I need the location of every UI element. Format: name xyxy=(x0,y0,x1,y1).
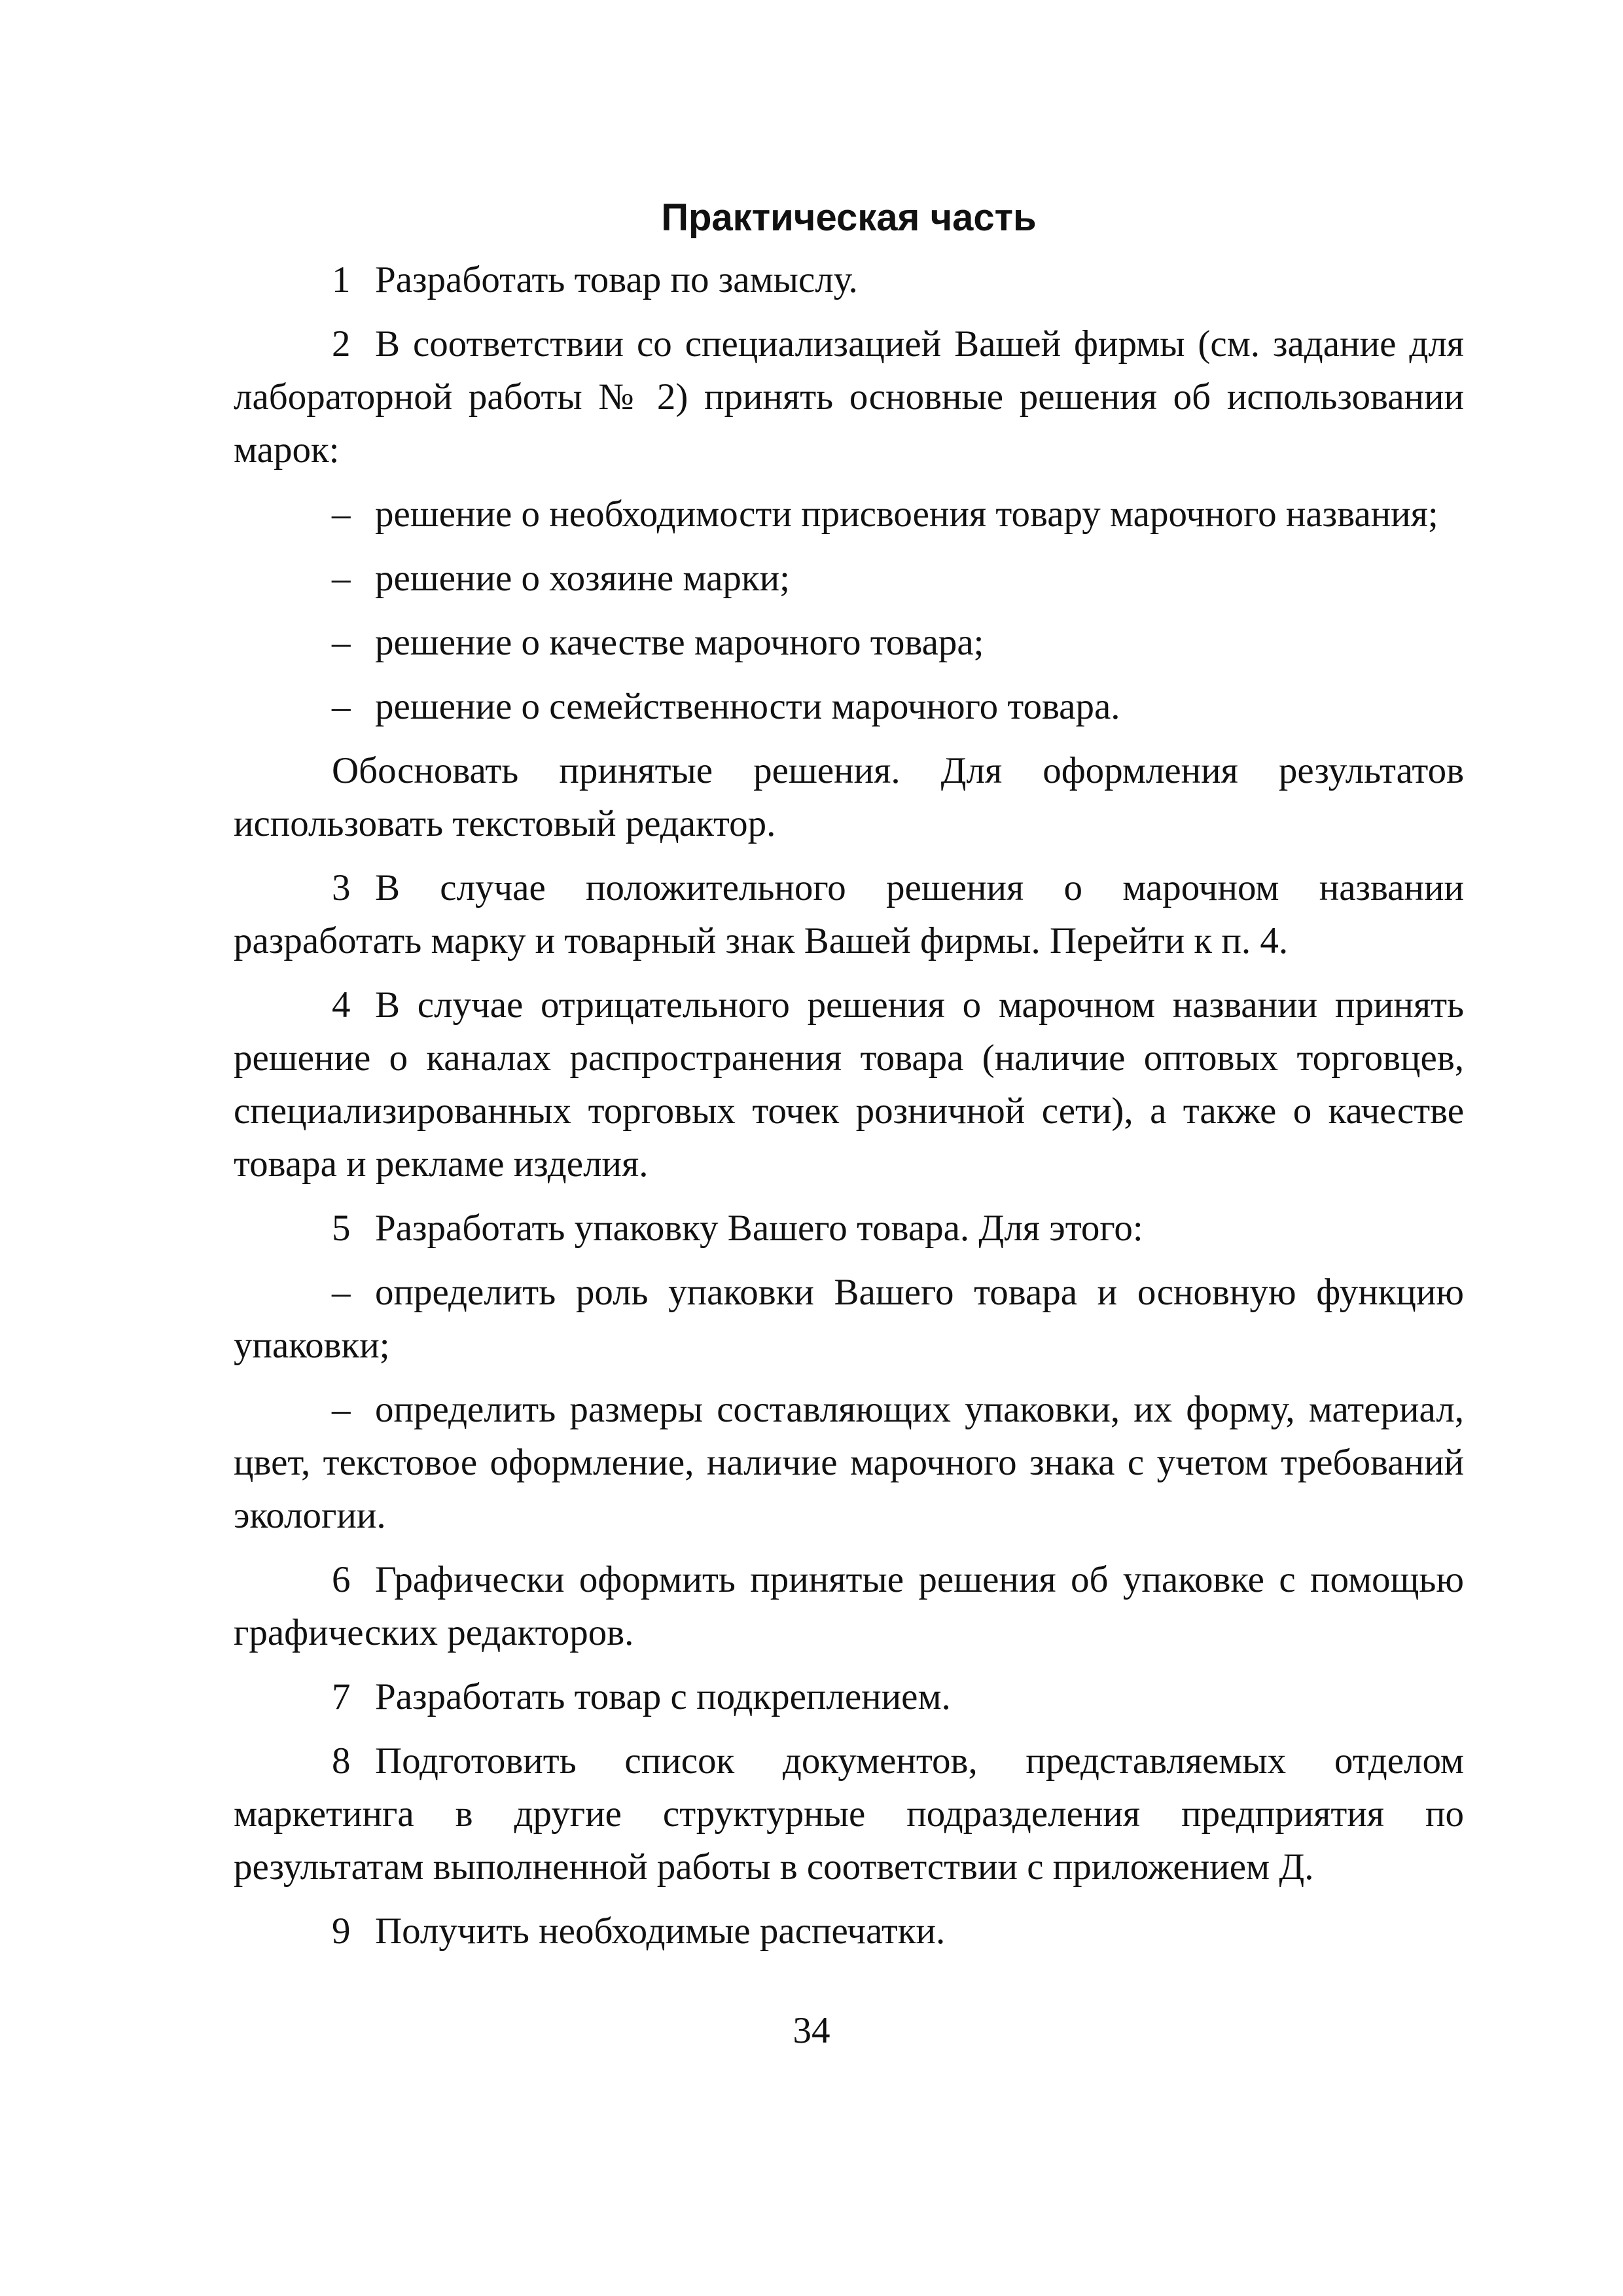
dash-marker: – xyxy=(332,493,351,535)
subitem-brand-owner xyxy=(234,552,1464,605)
item-text: Разработать товар по замыслу. xyxy=(375,259,858,300)
item-text: Подготовить список документов, представляемых отделом маркетинга в другие структурные подразделения предприятия по результатам выполненной работы в соответствии с приложением Д. xyxy=(234,1740,1464,1888)
subitem-packaging-params xyxy=(234,1383,1464,1542)
dash-marker: – xyxy=(332,1389,351,1430)
item-text: определить размеры составляющих упаковки, их форму, материал, цвет, текстовое оформление, наличие марочного знака с учетом требований экологии. xyxy=(234,1389,1464,1536)
item-text: Разработать упаковку Вашего товара. Для этого: xyxy=(375,1208,1143,1249)
item-text: Разработать товар с подкреплением. xyxy=(375,1676,951,1717)
item-text: решение о семейственности марочного товара. xyxy=(375,686,1120,727)
subitem-packaging-role xyxy=(234,1266,1464,1372)
item-marker: 3 xyxy=(332,867,351,908)
item-text: определить роль упаковки Вашего товара и основную функцию упаковки; xyxy=(234,1272,1464,1366)
page-content xyxy=(234,191,1464,1969)
item-1 xyxy=(234,253,1464,306)
item-7 xyxy=(234,1670,1464,1723)
dash-marker: – xyxy=(332,686,351,727)
item-marker: 2 xyxy=(332,323,351,365)
item-marker: 4 xyxy=(332,984,351,1026)
item-6 xyxy=(234,1553,1464,1659)
item-text: Обосновать принятые решения. Для оформления результатов использовать текстовый редактор. xyxy=(234,750,1464,844)
item-marker: 5 xyxy=(332,1208,351,1249)
item-4 xyxy=(234,978,1464,1191)
section-title: Практическая часть xyxy=(661,196,1037,239)
subitem-brand-quality xyxy=(234,616,1464,669)
item-8 xyxy=(234,1734,1464,1893)
item-text: Получить необходимые распечатки. xyxy=(375,1910,946,1952)
item-marker: 8 xyxy=(332,1740,351,1782)
dash-marker: – xyxy=(332,1272,351,1313)
item-5 xyxy=(234,1202,1464,1255)
dash-marker: – xyxy=(332,622,351,663)
item-3 xyxy=(234,861,1464,967)
item-9 xyxy=(234,1905,1464,1958)
subitem-brand-name xyxy=(234,488,1464,541)
item-marker: 1 xyxy=(332,259,351,300)
item-marker: 9 xyxy=(332,1910,351,1952)
item-text: Графически оформить принятые решения об упаковке с помощью графических редакторов. xyxy=(234,1559,1464,1653)
item-text: В случае отрицательного решения о марочном названии принять решение о каналах распространения товара (наличие оптовых торговцев, специализированных торговых точек розничной сети), а также о качестве товара и рекламе изделия. xyxy=(234,984,1464,1185)
subitem-brand-family xyxy=(234,680,1464,733)
item-marker: 6 xyxy=(332,1559,351,1600)
item-text: решение о качестве марочного товара; xyxy=(375,622,984,663)
item-2 xyxy=(234,317,1464,476)
item-text: В соответствии со специализацией Вашей фирмы (см. задание для лабораторной работы № 2) принять основные решения об использовании марок: xyxy=(234,323,1464,471)
item-text: В случае положительного решения о марочном названии разработать марку и товарный знак Вашей фирмы. Перейти к п. 4. xyxy=(234,867,1464,961)
dash-marker: – xyxy=(332,558,351,599)
item-text: решение о необходимости присвоения товару марочного названия; xyxy=(375,493,1438,535)
item-text: решение о хозяине марки; xyxy=(375,558,790,599)
page-number: 34 xyxy=(793,2010,830,2051)
item-marker: 7 xyxy=(332,1676,351,1717)
justification-paragraph xyxy=(234,744,1464,850)
